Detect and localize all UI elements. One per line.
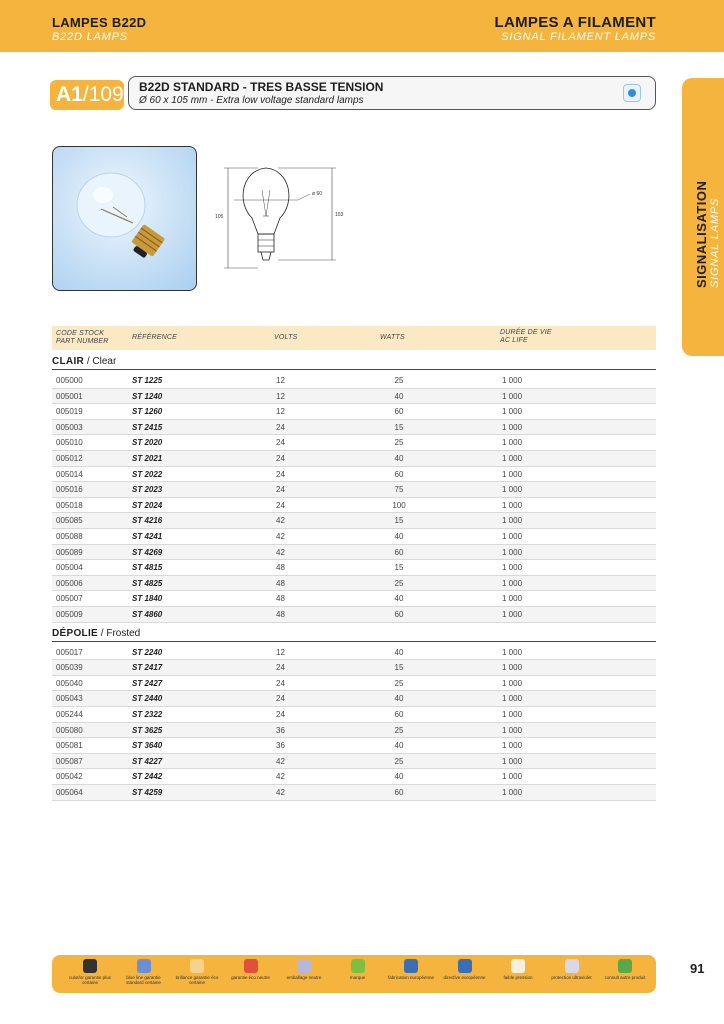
legend-item (225, 959, 277, 980)
eu-directive-icon (458, 959, 472, 973)
legend-label: blue line garantie standard certaine (126, 975, 161, 985)
cell-life: 1 000 (502, 694, 523, 704)
cell-watts: 40 (394, 741, 404, 751)
cell-reference: ST 1260 (132, 407, 163, 417)
cell-code: 005087 (56, 756, 83, 766)
cell-volts: 48 (276, 610, 285, 619)
brilliance-icon (190, 959, 204, 973)
cell-code: 005018 (56, 500, 83, 510)
page-number: 91 (690, 961, 705, 976)
cell-reference: ST 4825 (132, 578, 163, 588)
cell-life: 1 000 (502, 610, 523, 619)
cell-volts: 36 (276, 725, 285, 735)
header-right (495, 15, 656, 44)
header-right-subtitle: SIGNAL FILAMENT LAMPS (501, 31, 656, 43)
cell-volts: 24 (276, 469, 285, 479)
cell-reference: ST 4227 (132, 756, 163, 766)
cell-volts: 12 (276, 407, 285, 417)
cell-reference: ST 1225 (132, 376, 163, 385)
cell-code: 005040 (56, 678, 83, 688)
table-row (52, 660, 656, 676)
table-row (52, 676, 656, 692)
cell-volts: 24 (276, 710, 285, 719)
cell-code: 005012 (56, 454, 83, 463)
cell-life: 1 000 (502, 647, 523, 657)
table-row (52, 389, 656, 405)
legend-item (492, 959, 544, 980)
cell-volts: 24 (276, 663, 285, 673)
table-row (52, 545, 656, 561)
cell-watts: 40 (394, 391, 404, 401)
cell-life: 1 000 (502, 485, 523, 495)
cell-reference: ST 2021 (132, 454, 163, 463)
cell-reference: ST 2022 (132, 469, 163, 479)
cell-watts: 40 (394, 532, 404, 541)
legend-item (278, 959, 330, 980)
group-separator: / (98, 627, 107, 639)
section-subtitle: Ø 60 x 105 mm - Extra low voltage standard lamps (139, 95, 364, 106)
cell-reference: ST 3640 (132, 741, 163, 751)
table-row (52, 607, 656, 623)
cell-life: 1 000 (502, 663, 523, 673)
table-row (52, 754, 656, 770)
legend-label: emballage neutre (286, 975, 322, 980)
legend-label: protection ultraviolet (551, 975, 592, 980)
col-header-code (56, 330, 109, 346)
cell-watts: 15 (394, 422, 404, 432)
cell-reference: ST 2427 (132, 678, 163, 688)
group-label: DÉPOLIE (52, 627, 98, 639)
cell-watts: 60 (394, 407, 404, 417)
dim-height-left: 105 (215, 214, 224, 220)
cell-reference: ST 2442 (132, 772, 163, 782)
table-row (52, 576, 656, 592)
legend-item (118, 959, 170, 985)
cell-code: 005007 (56, 594, 83, 604)
table-row (52, 560, 656, 576)
cell-volts: 24 (276, 454, 285, 463)
col-header-life (500, 329, 552, 345)
table-row (52, 529, 656, 545)
cell-life: 1 000 (502, 710, 523, 719)
side-tab-text (694, 181, 722, 288)
cell-volts: 12 (276, 647, 285, 657)
cell-life: 1 000 (502, 469, 523, 479)
cell-reference: ST 4216 (132, 516, 163, 526)
legend-label: fabrication européenne (387, 975, 435, 980)
table-row (52, 723, 656, 739)
cell-code: 005009 (56, 610, 83, 619)
cell-watts: 75 (394, 485, 404, 495)
legend-label: directive européenne (443, 975, 486, 980)
cell-code: 005019 (56, 407, 83, 417)
blue-line-icon (137, 959, 151, 973)
header-left-title: LAMPES B22D (52, 15, 147, 30)
cell-reference: ST 4269 (132, 547, 163, 557)
cell-code: 005003 (56, 422, 83, 432)
cell-reference: ST 4241 (132, 532, 163, 541)
cell-watts: 15 (394, 516, 404, 526)
lamp-outline-drawing (208, 160, 352, 276)
cell-code: 005014 (56, 469, 83, 479)
cell-watts: 40 (394, 647, 404, 657)
lamp-dimension-drawing (208, 160, 352, 276)
cell-life: 1 000 (502, 725, 523, 735)
cell-code: 005006 (56, 578, 83, 588)
section-code-badge (50, 80, 124, 110)
cell-reference: ST 2240 (132, 647, 163, 657)
legend-label: garantie éco neutre (231, 975, 270, 980)
group-label: CLAIR (52, 356, 85, 367)
cell-reference: ST 4259 (132, 788, 163, 797)
table-column-headers (52, 326, 656, 350)
cell-watts: 25 (394, 438, 404, 448)
table-row (52, 435, 656, 451)
packaging-icon (297, 959, 311, 973)
other-product-icon (618, 959, 632, 973)
cell-code: 005088 (56, 532, 83, 541)
cell-code: 005085 (56, 516, 83, 526)
cell-volts: 48 (276, 578, 285, 588)
cell-reference: ST 2024 (132, 500, 163, 510)
cell-code: 005004 (56, 563, 83, 573)
cell-reference: ST 2020 (132, 438, 163, 448)
table-row (52, 785, 656, 801)
table-row (52, 404, 656, 420)
legend-label: culot/or garantie plus certaine (69, 975, 111, 985)
cell-life: 1 000 (502, 532, 523, 541)
cell-watts: 15 (394, 663, 404, 673)
cell-watts: 40 (394, 694, 404, 704)
cell-watts: 25 (394, 756, 404, 766)
legend-item (385, 959, 437, 980)
col-header-reference: RÉFÉRENCE (132, 334, 177, 341)
cell-watts: 60 (394, 547, 404, 557)
legend-label: faible pression (503, 975, 533, 980)
cell-code: 005001 (56, 391, 83, 401)
header-right-title: LAMPES A FILAMENT (494, 14, 656, 31)
cell-life: 1 000 (502, 563, 523, 573)
cell-watts: 25 (394, 578, 404, 588)
cell-life: 1 000 (502, 438, 523, 448)
cell-volts: 24 (276, 422, 285, 432)
cell-life: 1 000 (502, 500, 523, 510)
cell-life: 1 000 (502, 678, 523, 688)
cell-volts: 42 (276, 772, 285, 782)
legend-item (599, 959, 651, 980)
cell-volts: 24 (276, 500, 285, 510)
cell-code: 005010 (56, 438, 83, 448)
cell-code: 005039 (56, 663, 83, 673)
group-label-en: Clear (92, 356, 117, 367)
cell-volts: 12 (276, 391, 285, 401)
side-tab-subtitle: SIGNAL LAMPS (709, 197, 721, 288)
cell-volts: 24 (276, 678, 285, 688)
cell-code: 005244 (56, 710, 83, 719)
group-heading (52, 626, 656, 642)
legend-item (546, 959, 598, 980)
side-tab-title: SIGNALISATION (694, 180, 709, 288)
lamp-photo (52, 146, 197, 291)
table-row (52, 645, 656, 661)
section-code-letter: A1 (56, 83, 83, 106)
socket-icon (83, 959, 97, 973)
cell-watts: 60 (394, 710, 404, 719)
cell-volts: 42 (276, 516, 285, 526)
cell-life: 1 000 (502, 516, 523, 526)
col-header-code-en: PART NUMBER (56, 338, 109, 345)
cell-reference: ST 2023 (132, 485, 163, 495)
cell-volts: 42 (276, 532, 285, 541)
table-row (52, 498, 656, 514)
cell-code: 005043 (56, 694, 83, 704)
table-row (52, 769, 656, 785)
cell-watts: 40 (394, 772, 404, 782)
legend-item (64, 959, 116, 985)
legend-label: marque (349, 975, 366, 980)
cell-watts: 60 (394, 469, 404, 479)
group-label-en: Frosted (106, 627, 141, 639)
base-type-icon (623, 84, 641, 102)
uv-protection-icon (565, 959, 579, 973)
table-row (52, 467, 656, 483)
cell-life: 1 000 (502, 422, 523, 432)
cell-life: 1 000 (502, 772, 523, 782)
cell-life: 1 000 (502, 454, 523, 463)
col-header-life-fr: DURÉE DE VIE (500, 329, 552, 336)
legend-item (332, 959, 384, 980)
cell-reference: ST 2415 (132, 422, 163, 432)
section-title-box (128, 76, 656, 110)
table-row (52, 591, 656, 607)
cell-volts: 42 (276, 547, 285, 557)
cell-reference: ST 1840 (132, 594, 163, 604)
eu-manufacture-icon (404, 959, 418, 973)
legend-item (439, 959, 491, 980)
cell-reference: ST 4860 (132, 610, 163, 619)
cell-watts: 25 (394, 376, 404, 385)
cell-code: 005000 (56, 376, 83, 385)
cell-reference: ST 3625 (132, 725, 163, 735)
dim-height-right: 103 (335, 212, 344, 218)
header-left (52, 15, 146, 44)
brand-icon (351, 959, 365, 973)
cell-life: 1 000 (502, 547, 523, 557)
footer-legend (52, 955, 656, 993)
legend-label: brillance garantie éco certaine (175, 975, 219, 985)
table-row (52, 513, 656, 529)
cell-volts: 42 (276, 756, 285, 766)
cell-life: 1 000 (502, 756, 523, 766)
cell-watts: 25 (394, 725, 404, 735)
cell-watts: 60 (394, 788, 404, 797)
table-row (52, 420, 656, 436)
cell-watts: 60 (394, 610, 404, 619)
header-left-subtitle: B22D LAMPS (52, 31, 128, 43)
col-header-life-en: AC LIFE (500, 337, 528, 344)
legend-item (171, 959, 223, 985)
cell-code: 005064 (56, 788, 83, 797)
cell-code: 005080 (56, 725, 83, 735)
cell-reference: ST 2322 (132, 710, 163, 719)
cell-code: 005017 (56, 647, 83, 657)
cell-reference: ST 2417 (132, 663, 163, 673)
table-row (52, 451, 656, 467)
eco-icon (244, 959, 258, 973)
table-row (52, 707, 656, 723)
cell-reference: ST 1240 (132, 391, 163, 401)
table-row (52, 738, 656, 754)
cell-volts: 48 (276, 594, 285, 604)
cell-code: 005042 (56, 772, 83, 782)
section-title: B22D STANDARD - TRES BASSE TENSION (139, 80, 384, 94)
header-band (0, 0, 724, 52)
cell-life: 1 000 (502, 391, 523, 401)
cell-life: 1 000 (502, 407, 523, 417)
cell-reference: ST 2440 (132, 694, 163, 704)
cell-code: 005081 (56, 741, 83, 751)
col-header-code-fr: CODE STOCK (56, 330, 105, 337)
low-pressure-icon (511, 959, 525, 973)
group-separator: / (84, 356, 93, 367)
lamp-photo-illustration (53, 147, 197, 291)
cell-life: 1 000 (502, 788, 523, 797)
cell-life: 1 000 (502, 376, 523, 385)
cell-volts: 48 (276, 563, 285, 573)
dim-diameter: ø 60 (312, 191, 323, 197)
legend-label: consult autre produit (604, 975, 646, 980)
group-heading (52, 354, 656, 370)
cell-watts: 40 (394, 594, 404, 604)
table-row (52, 373, 656, 389)
cell-code: 005089 (56, 547, 83, 557)
cell-watts: 100 (392, 500, 406, 510)
cell-volts: 42 (276, 788, 285, 797)
cell-life: 1 000 (502, 594, 523, 604)
cell-volts: 12 (276, 376, 285, 385)
cell-volts: 36 (276, 741, 285, 751)
cell-reference: ST 4815 (132, 563, 163, 573)
cell-life: 1 000 (502, 741, 523, 751)
col-header-watts: WATTS (380, 334, 405, 341)
cell-watts: 40 (394, 454, 404, 463)
cell-volts: 24 (276, 485, 285, 495)
cell-watts: 25 (394, 678, 404, 688)
section-code-number: /109 (82, 83, 124, 106)
cell-watts: 15 (394, 563, 404, 573)
cell-code: 005016 (56, 485, 83, 495)
table-row (52, 691, 656, 707)
cell-volts: 24 (276, 438, 285, 448)
cell-life: 1 000 (502, 578, 523, 588)
cell-volts: 24 (276, 694, 285, 704)
col-header-volts: VOLTS (274, 334, 298, 341)
table-row (52, 482, 656, 498)
